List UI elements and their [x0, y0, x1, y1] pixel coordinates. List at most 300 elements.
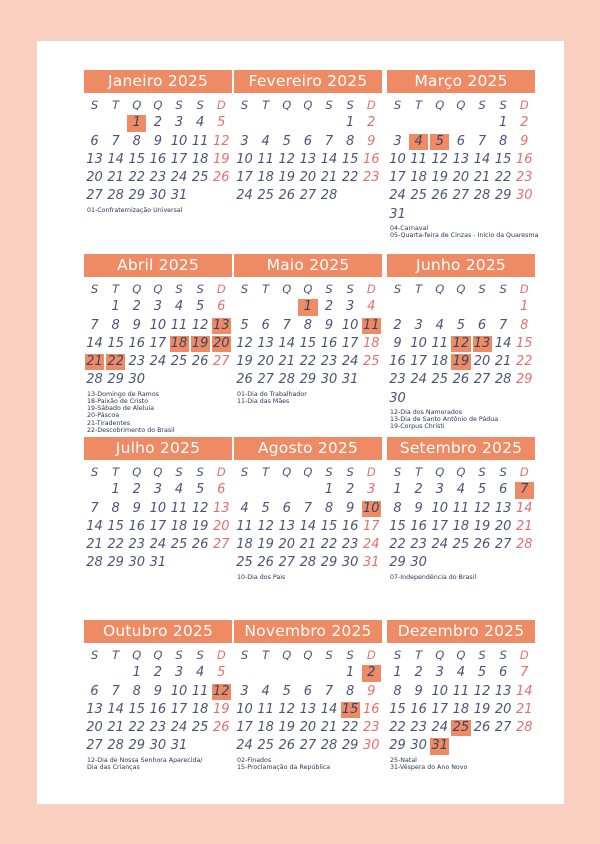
day-cell: 7	[303, 500, 313, 516]
weekday-label: S	[499, 648, 507, 662]
day-cell: 27	[299, 188, 317, 204]
weekday-row	[387, 96, 535, 114]
empty-cell	[211, 371, 232, 389]
week-row	[387, 371, 535, 389]
day-cell: 10	[389, 151, 406, 167]
weekday-label: S	[90, 465, 99, 479]
weekday-label: Q	[456, 648, 466, 662]
weekday-label: S	[90, 98, 99, 112]
day-cell: 13	[452, 151, 470, 167]
holiday-day: 4	[408, 133, 429, 151]
day-cell: 23	[410, 537, 427, 553]
day-cell: 2	[520, 115, 529, 131]
day-cell: 9	[153, 133, 163, 149]
day-cell: 21	[516, 518, 533, 534]
day-cell: 4	[456, 665, 466, 681]
day-cell: 10	[341, 317, 359, 333]
day-cell: 12	[191, 317, 209, 333]
day-cell: 29	[128, 188, 146, 204]
day-cell: 16	[410, 518, 427, 534]
day-cell: 3	[174, 115, 184, 131]
week-row	[234, 133, 382, 151]
day-cell: 7	[111, 683, 120, 699]
holiday-notes	[84, 207, 232, 214]
weekday-label: Q	[132, 465, 142, 479]
day-cell: 6	[477, 317, 487, 333]
weekday-label: S	[196, 465, 204, 479]
day-cell: 29	[494, 188, 512, 204]
weekday-label: S	[325, 98, 333, 112]
day-grid	[387, 646, 535, 756]
day-cell: 11	[191, 133, 209, 149]
day-cell: 11	[452, 500, 470, 516]
day-cell: 13	[257, 335, 274, 351]
week-row	[84, 664, 232, 682]
holiday-day: 11	[361, 317, 382, 335]
day-cell: 28	[86, 372, 103, 388]
weekday-label: S	[346, 98, 354, 112]
day-cell: 17	[236, 720, 253, 736]
empty-cell	[493, 737, 514, 755]
day-cell: 26	[473, 720, 491, 736]
weekday-label: S	[346, 465, 354, 479]
week-row	[234, 664, 382, 682]
empty-cell	[169, 371, 190, 389]
day-cell: 30	[341, 555, 359, 571]
weekday-label: D	[366, 648, 376, 662]
weekday-label: D	[366, 282, 376, 296]
day-cell: 30	[320, 372, 338, 388]
week-row	[387, 206, 535, 224]
month-title: Março 2025	[387, 70, 535, 93]
holiday-notes	[387, 409, 535, 431]
day-cell: 26	[473, 537, 491, 553]
empty-cell	[450, 114, 471, 132]
day-cell: 27	[213, 354, 230, 370]
day-cell: 17	[170, 701, 188, 717]
empty-cell	[429, 114, 450, 132]
weekday-label: S	[196, 98, 204, 112]
weekday-label: S	[499, 465, 507, 479]
day-cell: 4	[261, 683, 270, 699]
month-title: Fevereiro 2025	[234, 70, 382, 93]
day-cell: 8	[111, 500, 120, 516]
day-cell: 7	[324, 683, 334, 699]
month-block	[387, 620, 535, 771]
holiday-note: 05-Quarta-feira de Cinzas - Início da Quaresma	[390, 232, 539, 240]
week-row	[387, 133, 535, 151]
day-cell: 28	[86, 555, 103, 571]
weekday-label: D	[216, 465, 226, 479]
day-cell: 12	[431, 151, 449, 167]
day-cell: 26	[191, 354, 209, 370]
day-cell: 14	[86, 518, 103, 534]
day-cell: 23	[128, 354, 146, 370]
holiday-notes	[234, 391, 382, 405]
day-cell: 25	[431, 372, 449, 388]
day-cell: 21	[320, 170, 338, 186]
day-cell: 23	[320, 354, 338, 370]
weekday-label: D	[216, 98, 226, 112]
day-cell: 19	[213, 151, 230, 167]
day-cell: 12	[236, 335, 253, 351]
day-cell: 28	[320, 738, 338, 754]
day-cell: 15	[341, 151, 359, 167]
week-row	[84, 371, 232, 389]
day-cell: 11	[170, 317, 188, 333]
day-cell: 5	[282, 683, 291, 699]
day-cell: 14	[86, 335, 103, 351]
day-cell: 10	[431, 500, 449, 516]
holiday-notes	[84, 757, 232, 771]
day-cell: 16	[320, 335, 338, 351]
empty-cell	[408, 114, 429, 132]
weekday-label: D	[216, 282, 226, 296]
day-cell: 30	[149, 188, 167, 204]
empty-cell	[190, 737, 211, 755]
day-cell: 5	[240, 317, 249, 333]
weekday-label: S	[240, 282, 249, 296]
holiday-note: 12-Dia dos Namorados	[390, 409, 463, 417]
day-cell: 21	[320, 720, 338, 736]
day-grid	[234, 463, 382, 573]
empty-cell	[514, 206, 535, 224]
weekday-label: T	[262, 98, 270, 112]
weekday-label: S	[478, 648, 486, 662]
weekday-label: S	[240, 465, 249, 479]
month-title: Outubro 2025	[84, 620, 232, 643]
empty-cell	[255, 664, 276, 682]
day-cell: 11	[410, 151, 427, 167]
day-cell: 25	[410, 188, 427, 204]
week-row	[234, 151, 382, 169]
day-cell: 28	[516, 537, 533, 553]
day-cell: 26	[431, 188, 449, 204]
weekday-label: S	[175, 465, 183, 479]
holiday-day: 2	[361, 664, 382, 682]
day-cell: 21	[107, 720, 124, 736]
holiday-note: 13-Dia de Santo Antônio de Pádua	[390, 416, 499, 424]
week-row	[387, 317, 535, 335]
day-cell: 13	[86, 701, 103, 717]
weekday-label: Q	[456, 465, 466, 479]
empty-cell	[472, 206, 493, 224]
weekday-label: S	[393, 98, 402, 112]
day-grid	[84, 96, 232, 206]
day-cell: 8	[499, 133, 508, 149]
day-cell: 15	[516, 335, 533, 351]
day-cell: 28	[107, 738, 124, 754]
holiday-day: 7	[514, 481, 535, 499]
day-cell: 24	[236, 738, 253, 754]
weekday-label: S	[346, 648, 354, 662]
month-title: Janeiro 2025	[84, 70, 232, 93]
day-cell: 29	[299, 372, 317, 388]
weekday-label: Q	[303, 465, 313, 479]
day-cell: 12	[213, 133, 230, 149]
weekday-label: Q	[435, 648, 445, 662]
weekday-label: Q	[132, 98, 142, 112]
empty-cell	[319, 664, 340, 682]
holiday-notes	[387, 574, 535, 581]
day-cell: 23	[389, 372, 406, 388]
day-cell: 4	[456, 482, 466, 498]
month-block	[234, 70, 382, 206]
week-row	[387, 114, 535, 132]
weekday-row	[84, 96, 232, 114]
day-cell: 27	[86, 188, 103, 204]
day-cell: 3	[240, 683, 249, 699]
holiday-note: 19-Corpus Christi	[390, 423, 445, 431]
weekday-label: T	[262, 465, 270, 479]
weekday-label: Q	[132, 648, 142, 662]
weekday-label: D	[519, 465, 529, 479]
day-cell: 15	[128, 701, 146, 717]
day-cell: 24	[431, 720, 449, 736]
week-row	[84, 317, 232, 335]
empty-cell	[472, 298, 493, 316]
day-cell: 15	[107, 335, 124, 351]
empty-cell	[408, 298, 429, 316]
day-grid	[234, 646, 382, 756]
day-cell: 26	[236, 372, 253, 388]
day-cell: 18	[257, 170, 274, 186]
day-cell: 1	[111, 299, 120, 315]
day-cell: 6	[90, 683, 99, 699]
week-row	[387, 481, 535, 499]
weekday-label: T	[112, 648, 120, 662]
day-cell: 1	[499, 115, 508, 131]
day-cell: 10	[410, 335, 427, 351]
day-cell: 9	[520, 133, 529, 149]
day-cell: 30	[410, 738, 427, 754]
empty-cell	[84, 481, 105, 499]
day-cell: 22	[299, 354, 317, 370]
day-cell: 12	[278, 701, 296, 717]
day-cell: 15	[320, 518, 338, 534]
empty-cell	[276, 481, 297, 499]
day-grid	[234, 280, 382, 390]
empty-cell	[297, 114, 318, 132]
week-row	[387, 518, 535, 536]
day-cell: 25	[257, 738, 274, 754]
empty-cell	[429, 390, 450, 408]
empty-cell	[169, 554, 190, 572]
day-cell: 5	[477, 482, 487, 498]
week-row	[234, 719, 382, 737]
month-block	[84, 437, 232, 573]
week-row	[234, 169, 382, 187]
empty-cell	[493, 298, 514, 316]
day-cell: 13	[213, 500, 230, 516]
empty-cell	[319, 114, 340, 132]
holiday-day: 13	[211, 317, 232, 335]
day-cell: 9	[367, 133, 376, 149]
empty-cell	[429, 298, 450, 316]
day-cell: 26	[257, 555, 274, 571]
holiday-day: 5	[429, 133, 450, 151]
weekday-label: T	[262, 648, 270, 662]
day-grid	[234, 96, 382, 206]
month-block	[234, 620, 382, 771]
day-cell: 9	[414, 683, 423, 699]
day-cell: 11	[452, 683, 470, 699]
day-cell: 30	[389, 390, 406, 406]
day-cell: 31	[170, 738, 188, 754]
empty-cell	[493, 390, 514, 408]
day-cell: 21	[86, 537, 103, 553]
holiday-day: 10	[361, 500, 382, 518]
week-row	[234, 371, 382, 389]
day-cell: 24	[236, 188, 253, 204]
holiday-notes	[234, 757, 382, 771]
empty-cell	[361, 371, 382, 389]
holiday-note: 15-Proclamação da República	[237, 763, 331, 771]
holiday-note: 01-Dia do Trabalhador	[237, 390, 307, 398]
day-cell: 30	[149, 738, 167, 754]
weekday-label: S	[499, 282, 507, 296]
month-title: Agosto 2025	[234, 437, 382, 460]
weekday-label: S	[196, 648, 204, 662]
day-cell: 5	[196, 482, 205, 498]
day-cell: 31	[389, 206, 406, 222]
day-cell: 2	[346, 482, 355, 498]
holiday-day: 21	[84, 353, 105, 371]
holiday-day: 19	[190, 335, 211, 353]
day-cell: 18	[363, 335, 380, 351]
weekday-row	[234, 96, 382, 114]
empty-cell	[450, 390, 471, 408]
weekday-label: T	[112, 465, 120, 479]
holiday-day: 20	[211, 335, 232, 353]
day-cell: 11	[236, 518, 253, 534]
day-cell: 18	[410, 170, 427, 186]
day-cell: 5	[261, 500, 270, 516]
day-cell: 27	[86, 738, 103, 754]
weekday-label: S	[240, 648, 249, 662]
day-cell: 14	[107, 151, 124, 167]
empty-cell	[234, 481, 255, 499]
weekday-label: S	[393, 282, 402, 296]
day-cell: 6	[282, 500, 291, 516]
holiday-note: 31-Véspera do Ano Novo	[390, 763, 468, 771]
day-cell: 19	[236, 354, 253, 370]
month-block	[387, 70, 539, 240]
day-cell: 23	[341, 537, 359, 553]
day-cell: 20	[278, 537, 296, 553]
week-row	[234, 187, 382, 205]
day-cell: 14	[320, 151, 338, 167]
empty-cell	[493, 206, 514, 224]
day-cell: 17	[149, 335, 167, 351]
weekday-row	[84, 646, 232, 664]
holiday-day: 1	[297, 298, 318, 316]
day-cell: 1	[132, 665, 141, 681]
day-cell: 8	[346, 683, 355, 699]
day-cell: 9	[393, 335, 402, 351]
day-cell: 18	[191, 701, 209, 717]
day-cell: 10	[170, 683, 188, 699]
week-row	[84, 335, 232, 353]
day-cell: 1	[346, 115, 355, 131]
holiday-day: 19	[450, 353, 471, 371]
weekday-label: T	[415, 98, 423, 112]
day-cell: 25	[452, 537, 470, 553]
month-title: Novembro 2025	[234, 620, 382, 643]
day-cell: 11	[170, 500, 188, 516]
day-cell: 3	[174, 665, 184, 681]
calendar-sheet	[37, 41, 564, 804]
day-cell: 18	[236, 537, 253, 553]
holiday-note: 21-Tiradentes	[87, 419, 131, 427]
weekday-label: S	[346, 282, 354, 296]
week-row	[84, 114, 232, 132]
day-cell: 26	[278, 188, 296, 204]
day-cell: 8	[324, 500, 334, 516]
day-cell: 23	[363, 170, 380, 186]
month-title: Junho 2025	[387, 254, 535, 277]
empty-cell	[450, 737, 471, 755]
empty-cell	[450, 298, 471, 316]
day-cell: 31	[149, 555, 167, 571]
day-grid	[387, 96, 535, 224]
holiday-day: 25	[450, 719, 471, 737]
week-row	[387, 335, 535, 353]
day-cell: 25	[257, 188, 274, 204]
empty-cell	[472, 114, 493, 132]
holiday-note: 13-Domingo de Ramos	[87, 390, 159, 398]
week-row	[84, 737, 232, 755]
day-cell: 13	[299, 701, 317, 717]
day-cell: 5	[282, 133, 291, 149]
day-cell: 19	[257, 537, 274, 553]
week-row	[387, 500, 535, 518]
day-cell: 26	[213, 720, 230, 736]
day-cell: 28	[494, 372, 512, 388]
weekday-label: Q	[303, 648, 313, 662]
day-cell: 18	[191, 151, 209, 167]
day-cell: 17	[431, 518, 449, 534]
day-cell: 5	[217, 665, 226, 681]
weekday-label: Q	[282, 282, 292, 296]
day-cell: 9	[153, 683, 163, 699]
day-cell: 11	[191, 683, 209, 699]
day-cell: 30	[363, 738, 380, 754]
day-cell: 30	[128, 372, 146, 388]
day-cell: 18	[170, 518, 188, 534]
day-cell: 17	[363, 518, 380, 534]
day-grid	[387, 463, 535, 573]
day-cell: 7	[111, 133, 120, 149]
day-cell: 15	[494, 151, 512, 167]
day-cell: 29	[389, 555, 406, 571]
day-cell: 6	[261, 317, 270, 333]
month-block	[387, 254, 535, 431]
day-cell: 14	[278, 335, 296, 351]
day-cell: 13	[494, 683, 512, 699]
day-cell: 29	[107, 372, 124, 388]
week-row	[84, 353, 232, 371]
day-cell: 25	[191, 720, 209, 736]
day-cell: 12	[278, 151, 296, 167]
weekday-label: T	[112, 282, 120, 296]
week-row	[234, 500, 382, 518]
weekday-label: Q	[153, 465, 163, 479]
day-cell: 23	[149, 720, 167, 736]
day-cell: 16	[128, 335, 146, 351]
weekday-label: D	[519, 282, 529, 296]
week-row	[84, 683, 232, 701]
